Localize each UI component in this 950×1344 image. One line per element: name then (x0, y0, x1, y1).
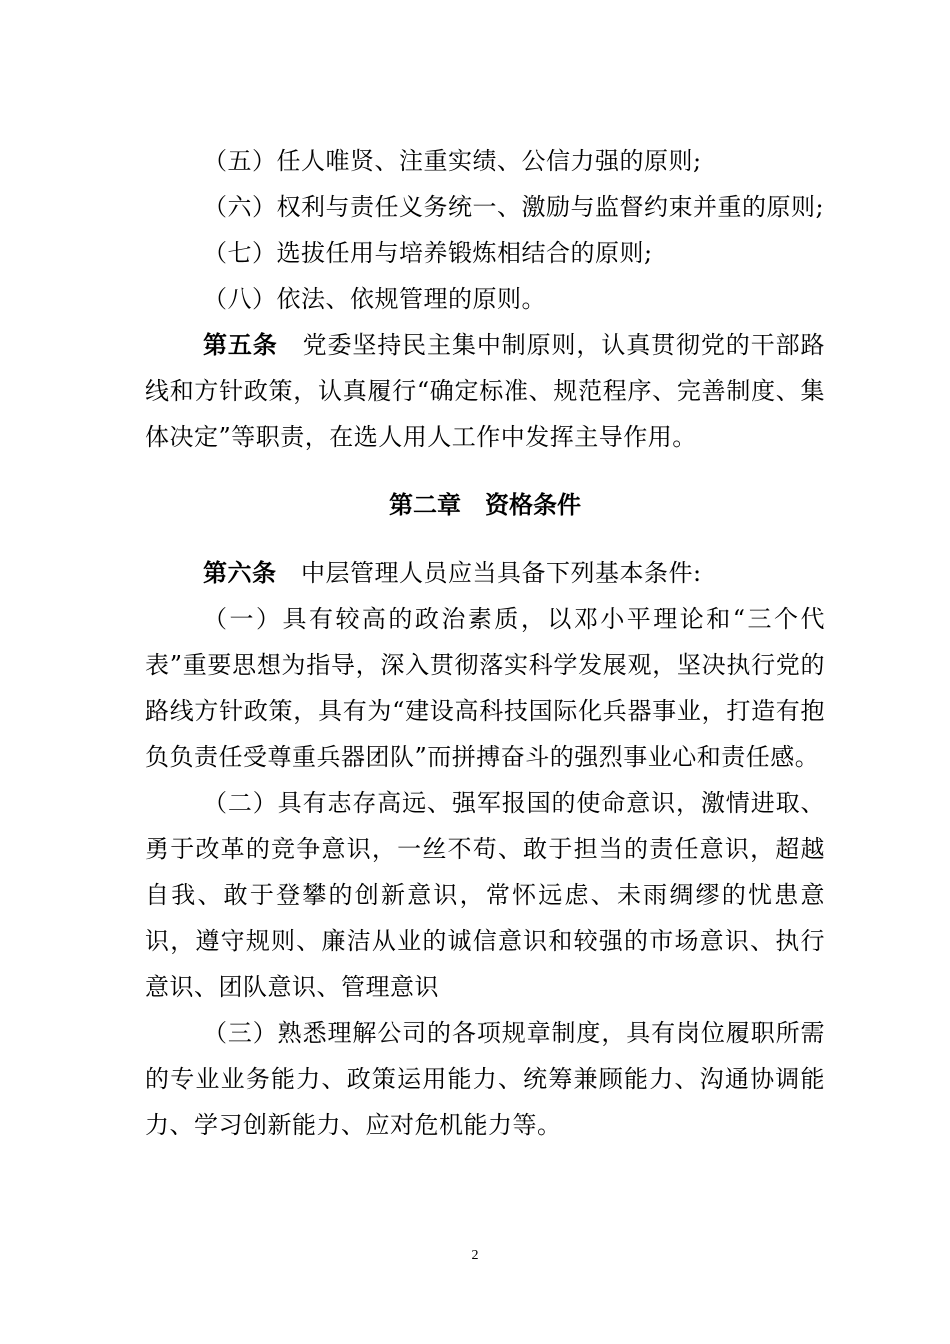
principle-item-7: （七）选拔任用与培养锻炼相结合的原则; (203, 239, 653, 267)
principle-item-6: （六）权利与责任义务统一、激励与监督约束并重的原则; (203, 193, 825, 221)
article-5-lead: 第五条 (203, 331, 278, 359)
article-6-lead: 第六条 (203, 559, 277, 587)
condition-item-2: （二）具有志存高远、强军报国的使命意识，激情进取、勇于改革的竞争意识，一丝不苟、敢于担当的责任意识，超越自我、敢于登攀的创新意识，常怀远虑、未雨绸缪的忧患意识，遵守规则、廉洁从业的诚信意识和较强的市场意识、执行意识、团队意识、管理意识 (145, 789, 825, 1001)
article-6-text: 中层管理人员应当具备下列基本条件: (276, 559, 702, 587)
article-5-text: 党委坚持民主集中制原则，认真贯彻党的干部路线和方针政策，认真履行“确定标准、规范程序、完善制度、集体决定”等职责，在选人用人工作中发挥主导作用。 (145, 331, 825, 451)
condition-item-1: （一）具有较高的政治素质，以邓小平理论和“三个代表”重要思想为指导，深入贯彻落实科学发展观，坚决执行党的路线方针政策，具有为“建设高科技国际化兵器事业，打造有抱负负责任受尊重兵器团队”而拼搏奋斗的强烈事业心和责任感。 (145, 605, 825, 771)
document-body (145, 138, 825, 1148)
article-5-paragraph (145, 322, 825, 460)
principle-item-5: （五）任人唯贤、注重实绩、公信力强的原则; (203, 147, 702, 175)
condition-item-3: （三）熟悉理解公司的各项规章制度，具有岗位履职所需的专业业务能力、政策运用能力、统筹兼顾能力、沟通协调能力、学习创新能力、应对危机能力等。 (145, 1019, 825, 1139)
principle-item-8: （八）依法、依规管理的原则。 (203, 285, 546, 313)
chapter-2-heading: 第二章 资格条件 (389, 491, 581, 519)
page-number: 2 (471, 1248, 479, 1263)
article-6-paragraph (145, 550, 825, 596)
